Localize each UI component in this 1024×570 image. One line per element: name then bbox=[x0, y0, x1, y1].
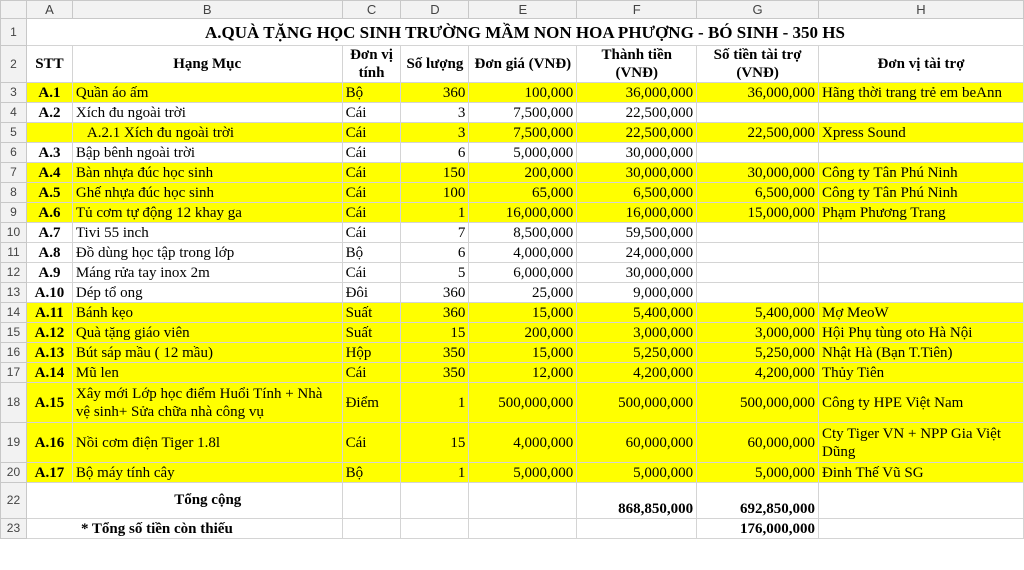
header-sponsored[interactable]: Số tiền tài trợ (VNĐ) bbox=[697, 46, 819, 83]
cell-sponsor[interactable]: Cty Tiger VN + NPP Gia Việt Dũng bbox=[819, 423, 1024, 463]
cell[interactable] bbox=[469, 483, 577, 519]
table-row bbox=[1, 223, 1024, 243]
cell-price[interactable]: 16,000,000 bbox=[469, 203, 577, 223]
cell-sponsored[interactable]: 60,000,000 bbox=[697, 423, 819, 463]
cell-qty[interactable]: 5 bbox=[401, 263, 469, 283]
cell-item[interactable]: Quà tặng giáo viên bbox=[72, 323, 342, 343]
row-header[interactable]: 15 bbox=[1, 323, 27, 343]
cell-item[interactable]: Bàn nhựa đúc học sinh bbox=[72, 163, 342, 183]
row-header[interactable]: 14 bbox=[1, 303, 27, 323]
table-row bbox=[1, 103, 1024, 123]
cell-sponsor[interactable]: Hội Phụ tùng oto Hà Nội bbox=[819, 323, 1024, 343]
cell-total[interactable]: 6,500,000 bbox=[577, 183, 697, 203]
cell-price[interactable]: 65,000 bbox=[469, 183, 577, 203]
cell-sponsor[interactable]: Xpress Sound bbox=[819, 123, 1024, 143]
total-row bbox=[1, 483, 1024, 519]
cell-price[interactable]: 500,000,000 bbox=[469, 383, 577, 423]
cell-total[interactable]: 3,000,000 bbox=[577, 323, 697, 343]
row-header[interactable]: 22 bbox=[1, 483, 27, 519]
cell-qty[interactable]: 360 bbox=[401, 303, 469, 323]
cell-qty[interactable]: 1 bbox=[401, 463, 469, 483]
row-header[interactable]: 7 bbox=[1, 163, 27, 183]
cell-stt[interactable]: A.3 bbox=[26, 143, 72, 163]
row-header[interactable]: 9 bbox=[1, 203, 27, 223]
cell-item[interactable]: A.2.1 Xích đu ngoài trời bbox=[72, 123, 342, 143]
cell-qty[interactable]: 3 bbox=[401, 123, 469, 143]
cell-sponsor[interactable]: Thủy Tiên bbox=[819, 363, 1024, 383]
cell-unit[interactable]: Đôi bbox=[342, 283, 401, 303]
cell-qty[interactable]: 350 bbox=[401, 363, 469, 383]
cell[interactable] bbox=[819, 483, 1024, 519]
cell-item[interactable]: Tivi 55 inch bbox=[72, 223, 342, 243]
cell-price[interactable]: 100,000 bbox=[469, 83, 577, 103]
table-row bbox=[1, 363, 1024, 383]
cell-unit[interactable]: Cái bbox=[342, 263, 401, 283]
header-stt[interactable]: STT bbox=[26, 46, 72, 83]
cell-unit[interactable]: Bộ bbox=[342, 243, 401, 263]
cell-sponsored[interactable]: 6,500,000 bbox=[697, 183, 819, 203]
cell[interactable] bbox=[469, 519, 577, 539]
cell-total[interactable]: 59,500,000 bbox=[577, 223, 697, 243]
cell-unit[interactable]: Hộp bbox=[342, 343, 401, 363]
column-header-e[interactable]: E bbox=[469, 1, 577, 19]
cell-item[interactable]: Nồi cơm điện Tiger 1.8l bbox=[72, 423, 342, 463]
cell-sponsor[interactable]: Công ty Tân Phú Ninh bbox=[819, 163, 1024, 183]
cell-sponsored[interactable]: 3,000,000 bbox=[697, 323, 819, 343]
cell-stt[interactable]: A.12 bbox=[26, 323, 72, 343]
cell-total[interactable]: 5,400,000 bbox=[577, 303, 697, 323]
sheet-title[interactable]: A.QUÀ TẶNG HỌC SINH TRƯỜNG MẦM NON HOA PHƯỢNG - BÓ SINH - 350 HS bbox=[26, 19, 1023, 46]
cell-sponsor[interactable] bbox=[819, 223, 1024, 243]
cell-total[interactable]: 24,000,000 bbox=[577, 243, 697, 263]
row-header[interactable]: 4 bbox=[1, 103, 27, 123]
column-header-g[interactable]: G bbox=[697, 1, 819, 19]
cell-sponsor[interactable]: Mợ MeoW bbox=[819, 303, 1024, 323]
cell-stt[interactable]: A.1 bbox=[26, 83, 72, 103]
cell[interactable] bbox=[342, 519, 401, 539]
cell-unit[interactable]: Cái bbox=[342, 103, 401, 123]
cell-sponsor[interactable]: Công ty Tân Phú Ninh bbox=[819, 183, 1024, 203]
table-row bbox=[1, 163, 1024, 183]
cell-stt[interactable]: A.17 bbox=[26, 463, 72, 483]
cell-price[interactable]: 200,000 bbox=[469, 323, 577, 343]
cell-price[interactable]: 12,000 bbox=[469, 363, 577, 383]
table-row bbox=[1, 423, 1024, 463]
cell[interactable] bbox=[577, 519, 697, 539]
cell-qty[interactable]: 7 bbox=[401, 223, 469, 243]
cell-total[interactable]: 16,000,000 bbox=[577, 203, 697, 223]
missing-label[interactable]: * Tổng số tiền còn thiếu bbox=[26, 519, 342, 539]
row-header[interactable]: 3 bbox=[1, 83, 27, 103]
cell-sponsor[interactable]: Công ty HPE Việt Nam bbox=[819, 383, 1024, 423]
cell-qty[interactable]: 3 bbox=[401, 103, 469, 123]
cell-unit[interactable]: Cái bbox=[342, 363, 401, 383]
row-header[interactable]: 16 bbox=[1, 343, 27, 363]
cell-unit[interactable]: Cái bbox=[342, 203, 401, 223]
cell-unit[interactable]: Bộ bbox=[342, 463, 401, 483]
cell-sponsor[interactable]: Phạm Phương Trang bbox=[819, 203, 1024, 223]
table-row bbox=[1, 123, 1024, 143]
sponsored-total[interactable]: 692,850,000 bbox=[697, 483, 819, 519]
cell-unit[interactable]: Cái bbox=[342, 143, 401, 163]
cell-sponsored[interactable] bbox=[697, 143, 819, 163]
cell-unit[interactable]: Cái bbox=[342, 123, 401, 143]
cell-sponsor[interactable] bbox=[819, 263, 1024, 283]
row-header[interactable]: 18 bbox=[1, 383, 27, 423]
row-header[interactable]: 8 bbox=[1, 183, 27, 203]
cell-stt[interactable]: A.16 bbox=[26, 423, 72, 463]
cell-stt[interactable]: A.15 bbox=[26, 383, 72, 423]
cell[interactable] bbox=[819, 519, 1024, 539]
column-header-row bbox=[1, 1, 1024, 19]
cell-item[interactable]: Bộ máy tính cây bbox=[72, 463, 342, 483]
cell-unit[interactable]: Điểm bbox=[342, 383, 401, 423]
table-row bbox=[1, 283, 1024, 303]
table-row bbox=[1, 263, 1024, 283]
cell-sponsored[interactable] bbox=[697, 223, 819, 243]
cell-total[interactable]: 5,250,000 bbox=[577, 343, 697, 363]
column-header-c[interactable]: C bbox=[342, 1, 401, 19]
cell-item[interactable]: Tủ cơm tự động 12 khay ga bbox=[72, 203, 342, 223]
cell-sponsor[interactable] bbox=[819, 143, 1024, 163]
cell-sponsor[interactable]: Hãng thời trang trẻ em beAnn bbox=[819, 83, 1024, 103]
total-label[interactable]: Tổng cộng bbox=[26, 483, 342, 519]
cell-stt[interactable]: A.7 bbox=[26, 223, 72, 243]
row-header[interactable]: 19 bbox=[1, 423, 27, 463]
cell-sponsored[interactable]: 5,000,000 bbox=[697, 463, 819, 483]
cell-sponsored[interactable]: 36,000,000 bbox=[697, 83, 819, 103]
row-header[interactable]: 23 bbox=[1, 519, 27, 539]
table-row bbox=[1, 83, 1024, 103]
missing-value[interactable]: 176,000,000 bbox=[697, 519, 819, 539]
row-header[interactable]: 10 bbox=[1, 223, 27, 243]
cell-sponsored[interactable]: 5,250,000 bbox=[697, 343, 819, 363]
cell-item[interactable]: Đồ dùng học tập trong lớp bbox=[72, 243, 342, 263]
table-row bbox=[1, 243, 1024, 263]
cell-stt[interactable]: A.2 bbox=[26, 103, 72, 123]
table-row bbox=[1, 463, 1024, 483]
cell-total[interactable]: 30,000,000 bbox=[577, 163, 697, 183]
cell-qty[interactable]: 150 bbox=[401, 163, 469, 183]
cell-sponsor[interactable] bbox=[819, 103, 1024, 123]
cell-total[interactable]: 36,000,000 bbox=[577, 83, 697, 103]
cell-total[interactable]: 30,000,000 bbox=[577, 143, 697, 163]
row-header[interactable]: 2 bbox=[1, 46, 27, 83]
cell-stt[interactable] bbox=[26, 123, 72, 143]
cell-sponsored[interactable] bbox=[697, 243, 819, 263]
cell-price[interactable]: 25,000 bbox=[469, 283, 577, 303]
table-row bbox=[1, 203, 1024, 223]
header-unit[interactable]: Đơn vị tính bbox=[342, 46, 401, 83]
row-header[interactable]: 1 bbox=[1, 19, 27, 46]
column-header-h[interactable]: H bbox=[819, 1, 1024, 19]
header-qty[interactable]: Số lượng bbox=[401, 46, 469, 83]
cell-unit[interactable]: Suất bbox=[342, 303, 401, 323]
cell-stt[interactable]: A.4 bbox=[26, 163, 72, 183]
header-item[interactable]: Hạng Mục bbox=[72, 46, 342, 83]
cell-price[interactable]: 15,000 bbox=[469, 303, 577, 323]
cell-total[interactable]: 30,000,000 bbox=[577, 263, 697, 283]
title-row bbox=[1, 19, 1024, 46]
row-header[interactable]: 20 bbox=[1, 463, 27, 483]
cell-qty[interactable]: 350 bbox=[401, 343, 469, 363]
column-header-d[interactable]: D bbox=[401, 1, 469, 19]
table-row bbox=[1, 323, 1024, 343]
cell[interactable] bbox=[342, 483, 401, 519]
cell[interactable] bbox=[401, 483, 469, 519]
cell-total[interactable]: 22,500,000 bbox=[577, 123, 697, 143]
cell-price[interactable]: 8,500,000 bbox=[469, 223, 577, 243]
header-row bbox=[1, 46, 1024, 83]
cell-sponsored[interactable]: 15,000,000 bbox=[697, 203, 819, 223]
cell-sponsored[interactable]: 500,000,000 bbox=[697, 383, 819, 423]
cell-stt[interactable]: A.5 bbox=[26, 183, 72, 203]
cell-qty[interactable]: 6 bbox=[401, 143, 469, 163]
cell-qty[interactable]: 1 bbox=[401, 203, 469, 223]
cell-unit[interactable]: Cái bbox=[342, 163, 401, 183]
cell-qty[interactable]: 6 bbox=[401, 243, 469, 263]
row-header[interactable]: 5 bbox=[1, 123, 27, 143]
row-header[interactable]: 17 bbox=[1, 363, 27, 383]
cell[interactable] bbox=[401, 519, 469, 539]
cell-sponsored[interactable] bbox=[697, 283, 819, 303]
cell-unit[interactable]: Suất bbox=[342, 323, 401, 343]
cell-item[interactable]: Bánh kẹo bbox=[72, 303, 342, 323]
cell-stt[interactable]: A.9 bbox=[26, 263, 72, 283]
cell-stt[interactable]: A.8 bbox=[26, 243, 72, 263]
cell-item[interactable]: Bập bênh ngoài trời bbox=[72, 143, 342, 163]
column-header-b[interactable]: B bbox=[72, 1, 342, 19]
row-header[interactable]: 11 bbox=[1, 243, 27, 263]
cell-total[interactable]: 22,500,000 bbox=[577, 103, 697, 123]
cell-sponsored[interactable] bbox=[697, 103, 819, 123]
table-row bbox=[1, 343, 1024, 363]
cell-stt[interactable]: A.13 bbox=[26, 343, 72, 363]
cell-stt[interactable]: A.11 bbox=[26, 303, 72, 323]
column-header-a[interactable]: A bbox=[26, 1, 72, 19]
cell-unit[interactable]: Cái bbox=[342, 183, 401, 203]
cell-sponsor[interactable]: Đinh Thế Vũ SG bbox=[819, 463, 1024, 483]
cell-sponsored[interactable]: 22,500,000 bbox=[697, 123, 819, 143]
table-row bbox=[1, 383, 1024, 423]
cell-stt[interactable]: A.6 bbox=[26, 203, 72, 223]
cell-price[interactable]: 200,000 bbox=[469, 163, 577, 183]
header-sponsor[interactable]: Đơn vị tài trợ bbox=[819, 46, 1024, 83]
missing-row bbox=[1, 519, 1024, 539]
cell-price[interactable]: 6,000,000 bbox=[469, 263, 577, 283]
cell-sponsor[interactable]: Nhật Hà (Bạn T.Tiên) bbox=[819, 343, 1024, 363]
cell-total[interactable]: 5,000,000 bbox=[577, 463, 697, 483]
cell-sponsored[interactable]: 5,400,000 bbox=[697, 303, 819, 323]
column-header-f[interactable]: F bbox=[577, 1, 697, 19]
cell-total[interactable]: 9,000,000 bbox=[577, 283, 697, 303]
select-all-corner[interactable] bbox=[1, 1, 27, 19]
cell-item[interactable]: Ghế nhựa đúc học sinh bbox=[72, 183, 342, 203]
row-header[interactable]: 6 bbox=[1, 143, 27, 163]
cell-qty[interactable]: 360 bbox=[401, 283, 469, 303]
cell-price[interactable]: 5,000,000 bbox=[469, 143, 577, 163]
cell-unit[interactable]: Cái bbox=[342, 223, 401, 243]
cell-sponsor[interactable] bbox=[819, 243, 1024, 263]
cell-unit[interactable]: Bộ bbox=[342, 83, 401, 103]
cell-qty[interactable]: 1 bbox=[401, 383, 469, 423]
cell-unit[interactable]: Cái bbox=[342, 423, 401, 463]
cell-total[interactable]: 4,200,000 bbox=[577, 363, 697, 383]
cell-total[interactable]: 500,000,000 bbox=[577, 383, 697, 423]
row-header[interactable]: 12 bbox=[1, 263, 27, 283]
table-row bbox=[1, 303, 1024, 323]
cell-price[interactable]: 7,500,000 bbox=[469, 123, 577, 143]
cell-item[interactable]: Bút sáp mầu ( 12 mầu) bbox=[72, 343, 342, 363]
cell-sponsored[interactable] bbox=[697, 263, 819, 283]
cell-qty[interactable]: 100 bbox=[401, 183, 469, 203]
cell-price[interactable]: 15,000 bbox=[469, 343, 577, 363]
cell-sponsored[interactable]: 4,200,000 bbox=[697, 363, 819, 383]
table-row bbox=[1, 183, 1024, 203]
cell-item[interactable]: Xây mới Lớp học điểm Huổi Tính + Nhà vệ sinh+ Sửa chữa nhà công vụ bbox=[72, 383, 342, 423]
cell-item[interactable]: Quần áo ấm bbox=[72, 83, 342, 103]
cell-price[interactable]: 4,000,000 bbox=[469, 423, 577, 463]
total-value[interactable]: 868,850,000 bbox=[577, 483, 697, 519]
cell-sponsor[interactable] bbox=[819, 283, 1024, 303]
cell-item[interactable]: Dép tổ ong bbox=[72, 283, 342, 303]
row-header[interactable]: 13 bbox=[1, 283, 27, 303]
table-row bbox=[1, 143, 1024, 163]
cell-item[interactable]: Xích đu ngoài trời bbox=[72, 103, 342, 123]
cell-stt[interactable]: A.14 bbox=[26, 363, 72, 383]
cell-item[interactable]: Mũ len bbox=[72, 363, 342, 383]
cell-price[interactable]: 5,000,000 bbox=[469, 463, 577, 483]
header-total[interactable]: Thành tiền (VNĐ) bbox=[577, 46, 697, 83]
cell-qty[interactable]: 15 bbox=[401, 323, 469, 343]
cell-price[interactable]: 7,500,000 bbox=[469, 103, 577, 123]
cell-qty[interactable]: 15 bbox=[401, 423, 469, 463]
cell-total[interactable]: 60,000,000 bbox=[577, 423, 697, 463]
cell-stt[interactable]: A.10 bbox=[26, 283, 72, 303]
cell-item[interactable]: Máng rửa tay inox 2m bbox=[72, 263, 342, 283]
cell-price[interactable]: 4,000,000 bbox=[469, 243, 577, 263]
header-price[interactable]: Đơn giá (VNĐ) bbox=[469, 46, 577, 83]
cell-qty[interactable]: 360 bbox=[401, 83, 469, 103]
cell-sponsored[interactable]: 30,000,000 bbox=[697, 163, 819, 183]
